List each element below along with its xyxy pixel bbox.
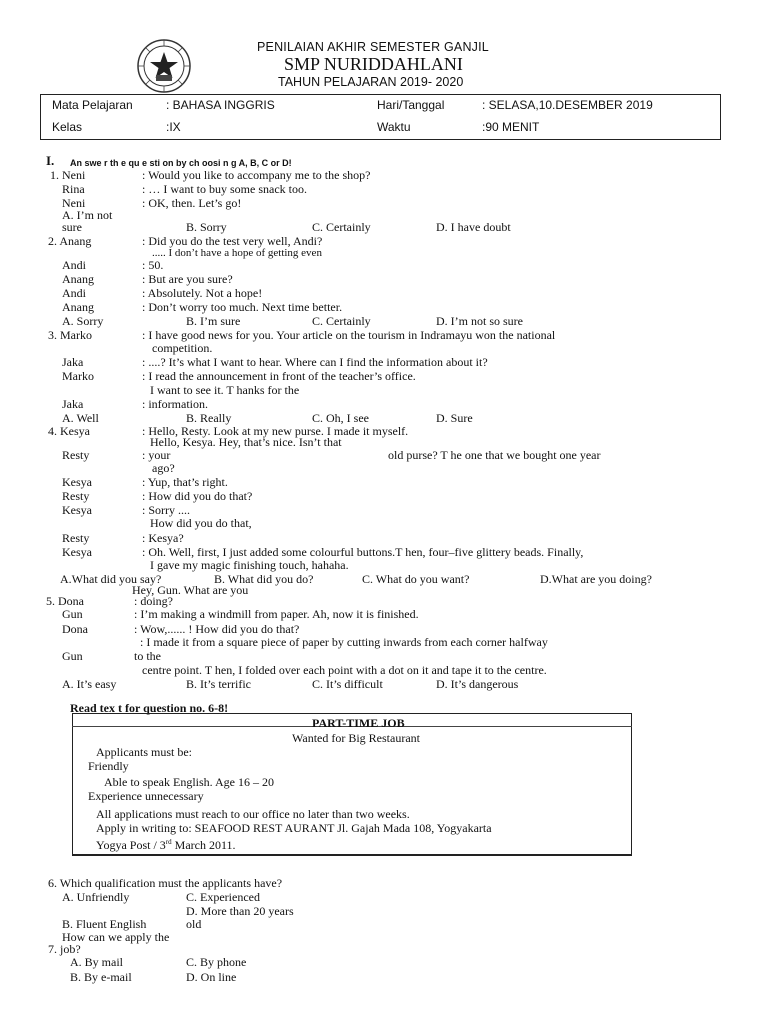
- q2-speaker: Anang: [62, 272, 94, 286]
- q2-line: : Did you do the test very well, Andi?: [142, 234, 323, 248]
- q3-option-a: A. Well: [62, 411, 99, 425]
- q3-line: : I have good news for you. Your article on the tourism in Indramayu won the national: [142, 328, 556, 342]
- q5-line-pre: Hey, Gun. What are you: [132, 583, 249, 597]
- read-text-instruction: Read tex t for question no. 6-8!: [70, 701, 229, 715]
- q4-line: : Hello, Resty. Look at my new purse. I made it myself.: [142, 424, 409, 438]
- q1-line: : OK, then. Let’s go!: [142, 196, 242, 210]
- q4-speaker: 4. Kesya: [48, 424, 90, 438]
- q4-option-a: A.What did you say?: [60, 572, 162, 586]
- q1-option-a-cont: sure: [62, 220, 82, 234]
- q4-line-cont: old purse? T he one that we bought one year: [388, 448, 601, 462]
- q5-line: : Wow,...... ! How did you do that?: [134, 622, 300, 636]
- job-source: Yogya Post / 3rd March 2011.: [96, 838, 236, 852]
- q2-speaker: Andi: [62, 286, 86, 300]
- q6-option-d-cont: old: [186, 917, 202, 931]
- q2-line-cont: ..... I don’t have a hope of getting even: [152, 247, 322, 259]
- q3-option-c: C. Oh, I see: [312, 411, 369, 425]
- job-requirement: Friendly: [88, 759, 129, 773]
- q7-option-b: B. By e-mail: [70, 970, 132, 984]
- job-title: PART-TIME JOB: [312, 716, 405, 730]
- q5-option-c: C. It’s difficult: [312, 677, 383, 691]
- q6-option-b: B. Fluent English: [62, 917, 147, 931]
- job-note: All applications must reach to our office no later than two weeks.: [96, 807, 410, 821]
- subject-value: : BAHASA INGGRIS: [166, 98, 275, 112]
- job-requirement: Able to speak English. Age 16 – 20: [104, 775, 274, 789]
- q4-line: : your: [142, 448, 171, 462]
- job-subtitle: Wanted for Big Restaurant: [292, 731, 420, 745]
- q4-speaker: Resty: [62, 531, 90, 545]
- q4-option-d: D.What are you doing?: [540, 572, 652, 586]
- q3-speaker: Jaka: [62, 355, 84, 369]
- q6-option-a: A. Unfriendly: [62, 890, 130, 904]
- q6-option-c: C. Experienced: [186, 890, 260, 904]
- q4-line: : Sorry ....: [142, 503, 190, 517]
- q1-option-c: C. Certainly: [312, 220, 371, 234]
- q3-speaker: 3. Marko: [48, 328, 92, 342]
- q2-line: : 50.: [142, 258, 164, 272]
- q4-line-cont: Hello, Kesya. Hey, that’s nice. Isn’t that: [150, 435, 342, 449]
- q3-line: : information.: [142, 397, 208, 411]
- q5-option-d: D. It’s dangerous: [436, 677, 519, 691]
- q1-option-a: A. I’m not: [62, 208, 113, 222]
- q5-line: : I made it from a square piece of paper by cutting inwards from each corner halfway: [140, 635, 548, 649]
- day-value: : SELASA,10.DESEMBER 2019: [482, 98, 653, 112]
- q3-speaker: Jaka: [62, 397, 84, 411]
- q5-line: : doing?: [134, 594, 173, 608]
- q4-speaker: Resty: [62, 489, 90, 503]
- q1-line: : … I want to buy some snack too.: [142, 182, 307, 196]
- q2-speaker: Andi: [62, 258, 86, 272]
- q2-line: : But are you sure?: [142, 272, 233, 286]
- school-name: SMP NURIDDAHLANI: [284, 54, 463, 74]
- q3-line: : I read the announcement in front of the teacher’s office.: [142, 369, 416, 383]
- q2-line: : Don’t worry too much. Next time better.: [142, 300, 343, 314]
- class-value: :IX: [166, 120, 181, 134]
- q6-stem: 6. Which qualification must the applicants have?: [48, 876, 283, 890]
- q3-option-b: B. Really: [186, 411, 232, 425]
- q4-speaker: Kesya: [62, 475, 92, 489]
- q2-option-c: C. Certainly: [312, 314, 371, 328]
- q3-line-cont: competition.: [152, 341, 213, 355]
- q1-speaker: Neni: [62, 196, 86, 210]
- q4-line: : How did you do that?: [142, 489, 253, 503]
- q1-option-b: B. Sorry: [186, 220, 227, 234]
- school-seal-logo: [136, 38, 192, 94]
- subject-label: Mata Pelajaran: [52, 98, 133, 112]
- q1-speaker: Rina: [62, 182, 85, 196]
- q1-line: : Would you like to accompany me to the shop?: [142, 168, 371, 182]
- q4-line: : Kesya?: [142, 531, 184, 545]
- q4-line-cont: I gave my magic finishing touch, hahaha.: [150, 558, 349, 572]
- q4-option-c: C. What do you want?: [362, 572, 470, 586]
- q5-line-cont: to the: [134, 649, 161, 663]
- q2-speaker: 2. Anang: [48, 234, 92, 248]
- job-apply-address: Apply in writing to: SEAFOOD REST AURANT Jl. Gajah Mada 108, Yogyakarta: [96, 821, 492, 835]
- q5-speaker: Gun: [62, 649, 83, 663]
- q7-stem: How can we apply the: [62, 930, 170, 944]
- q4-option-b: B. What did you do?: [214, 572, 314, 586]
- q3-speaker: Marko: [62, 369, 94, 383]
- q2-option-a: A. Sorry: [62, 314, 104, 328]
- q4-speaker: Kesya: [62, 503, 92, 517]
- q5-speaker: Gun: [62, 607, 83, 621]
- q1-speaker: 1. Neni: [50, 168, 86, 182]
- time-value: :90 MENIT: [482, 120, 540, 134]
- q3-line-cont: I want to see it. T hanks for the: [150, 383, 300, 397]
- q5-line: : I’m making a windmill from paper. Ah, now it is finished.: [134, 607, 419, 621]
- time-label: Waktu: [377, 120, 411, 134]
- day-label: Hari/Tanggal: [377, 98, 445, 112]
- q4-speaker: Kesya: [62, 545, 92, 559]
- q7-option-d: D. On line: [186, 970, 237, 984]
- q7-stem-cont: 7. job?: [48, 942, 81, 956]
- job-requirement: Experience unnecessary: [88, 789, 204, 803]
- q5-option-b: B. It’s terrific: [186, 677, 251, 691]
- q4-line: : Yup, that’s right.: [142, 475, 228, 489]
- q5-option-a: A. It’s easy: [62, 677, 117, 691]
- q7-option-a: A. By mail: [70, 955, 123, 969]
- q4-line: : Oh. Well, first, I just added some colourful buttons.T hen, four–five glittery beads. Finally,: [142, 545, 584, 559]
- q4-line-cont: How did you do that,: [150, 516, 252, 530]
- class-label: Kelas: [52, 120, 83, 134]
- q1-option-d: D. I have doubt: [436, 220, 511, 234]
- exam-title: PENILAIAN AKHIR SEMESTER GANJIL: [257, 40, 489, 54]
- q5-line-cont: centre point. T hen, I folded over each point with a dot on it and tape it to the centre.: [142, 663, 547, 677]
- job-requirements-heading: Applicants must be:: [96, 745, 192, 759]
- academic-year: TAHUN PELAJARAN 2019- 2020: [278, 75, 464, 89]
- q3-option-d: D. Sure: [436, 411, 473, 425]
- q4-line-cont: ago?: [152, 461, 175, 475]
- q5-speaker: 5. Dona: [46, 594, 84, 608]
- q3-line: : ....? It’s what I want to hear. Where can I find the information about it?: [142, 355, 488, 369]
- q7-option-c: C. By phone: [186, 955, 247, 969]
- q4-speaker: Resty: [62, 448, 90, 462]
- q2-option-b: B. I’m sure: [186, 314, 241, 328]
- q5-speaker: Dona: [62, 622, 88, 636]
- section-number: I.: [46, 153, 55, 168]
- q2-option-d: D. I’m not so sure: [436, 314, 523, 328]
- section-instruction: An swe r th e qu e sti on by ch oosi n g A, B, C or D!: [70, 158, 292, 168]
- q6-option-d: D. More than 20 years: [186, 904, 294, 918]
- q2-speaker: Anang: [62, 300, 94, 314]
- q2-line: : Absolutely. Not a hope!: [142, 286, 263, 300]
